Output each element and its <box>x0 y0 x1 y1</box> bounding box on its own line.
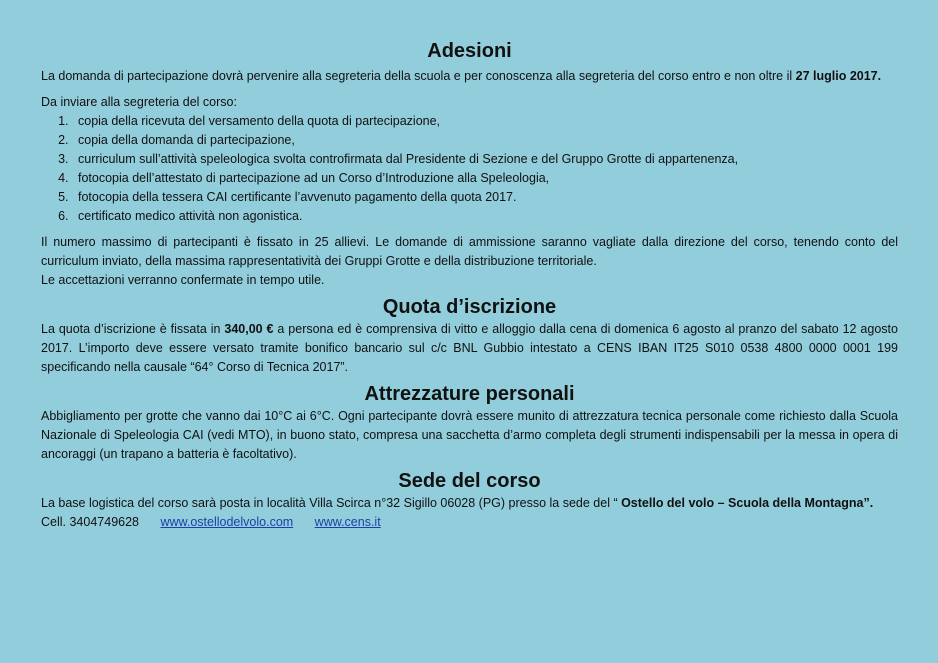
contacts-line <box>41 513 898 532</box>
adesioni-text: La domanda di partecipazione dovrà pervenire alla segreteria della scuola e per conoscenza alla segreteria del corso entro e non oltre il <box>41 69 793 83</box>
acceptance-paragraph: Le accettazioni verranno confermate in tempo utile. <box>41 273 325 287</box>
documents-list <box>41 112 898 226</box>
quota-amount: 340,00 € <box>224 322 274 336</box>
cens-link[interactable]: www.cens.it <box>314 515 381 529</box>
sede-paragraph <box>41 494 898 513</box>
list-item: 4. fotocopia dell’attestato di partecipazione ad un Corso d’Introduzione alla Speleologia, <box>72 169 898 188</box>
list-item: 5. fotocopia della tessera CAI certificante l’avvenuto pagamento della quota 2017. <box>72 188 898 207</box>
attrezzature-paragraph: Abbigliamento per grotte che vanno dai 10°C ai 6°C. Ogni partecipante dovrà essere munito di attrezzatura tecnica personale come richiesto dalla Scuola Nazionale di Speleologia CAI (vedi MTO), in buono stato, compresa una sacchetta d’armo completa degli strumenti indispensabili per la messa in opera di ancoraggi (un trapano a batteria è facoltativo). <box>41 409 898 461</box>
max-participants-paragraph: Il numero massimo di partecipanti è fissato in 25 allievi. Le domande di ammissione saranno vagliate dalla direzione del corso, tenendo conto del curriculum inviato, della massima rappresentatività dei Gruppi Grotte e della distribuzione territoriale. <box>41 235 898 268</box>
document-content <box>41 38 898 532</box>
adesioni-paragraph <box>41 67 898 86</box>
section-title-attrezzature: Attrezzature personali <box>364 383 575 405</box>
section-title-sede: Sede del corso <box>398 470 541 492</box>
list-item: 1. copia della ricevuta del versamento della quota di partecipazione, <box>72 112 898 131</box>
quota-paragraph <box>41 320 898 377</box>
sede-venue: Ostello del volo – Scuola della Montagna”. <box>621 496 874 510</box>
ostello-link[interactable]: www.ostellodelvolo.com <box>160 515 294 529</box>
list-intro: Da inviare alla segreteria del corso: <box>41 95 237 109</box>
section-title-quota: Quota d’iscrizione <box>382 296 557 318</box>
list-item: 6. certificato medico attività non agonistica. <box>72 207 898 226</box>
section-title-adesioni: Adesioni <box>427 40 512 62</box>
sede-text-before: La base logistica del corso sarà posta in località Villa Scirca n°32 Sigillo 06028 (PG) presso la sede del “ <box>41 496 622 510</box>
phone-number: Cell. 3404749628 <box>41 515 139 529</box>
quota-text-before: La quota d’iscrizione è fissata in <box>41 322 225 336</box>
list-item: 3. curriculum sull’attività speleologica svolta controfirmata dal Presidente di Sezione e del Gruppo Grotte di appartenenza, <box>72 150 898 169</box>
quota-text-after: a persona ed è comprensiva di vitto e alloggio dalla cena di domenica 6 agosto al pranzo del sabato 12 agosto 2017. L’importo deve essere versato tramite bonifico bancario sul c/c BNL Gubbio intestato a CENS IBAN IT25 S010 0538 4800 0000 0001 199 specificando nella causale “64° Corso di Tecnica 2017”. <box>41 322 898 374</box>
list-item: 2. copia della domanda di partecipazione, <box>72 131 898 150</box>
adesioni-deadline: 27 luglio 2017. <box>795 69 882 83</box>
